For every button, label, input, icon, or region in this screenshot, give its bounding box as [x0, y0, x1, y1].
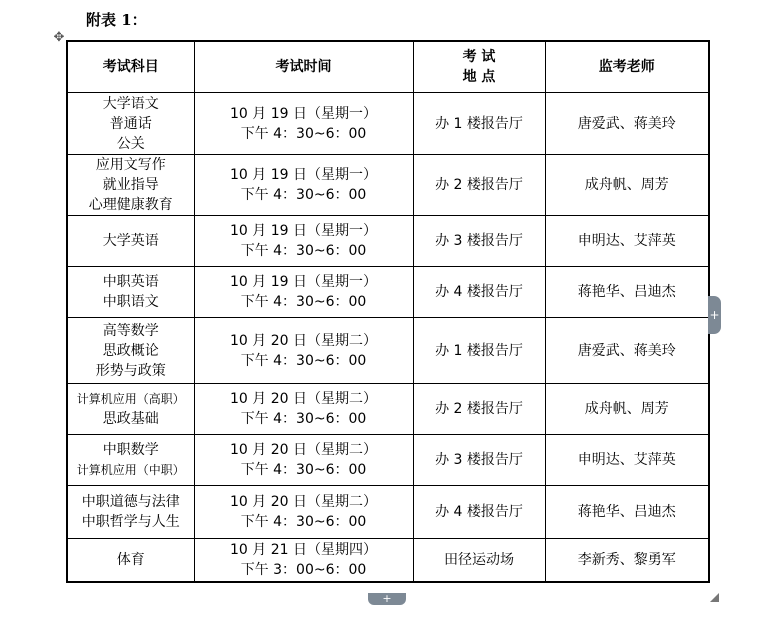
subject-name: 大学语文	[102, 95, 159, 112]
table-row	[67, 435, 709, 486]
time-cell[interactable]	[194, 384, 413, 435]
table-row	[67, 155, 709, 216]
subject-cell[interactable]	[67, 318, 194, 384]
time-cell[interactable]	[194, 435, 413, 486]
time-cell[interactable]	[194, 318, 413, 384]
exam-date: 10 月 20 日（星期二）	[230, 391, 377, 407]
table-row	[67, 93, 709, 155]
table-caption: 附表 1：	[86, 11, 147, 29]
subject-name: 形势与政策	[95, 362, 166, 379]
table-resize-icon[interactable]	[710, 593, 719, 602]
header-place-line2: 地 点	[462, 69, 496, 85]
subject-cell[interactable]	[67, 384, 194, 435]
exam-time: 下午 4：30~6：00	[240, 514, 367, 530]
exam-time: 下午 4：30~6：00	[240, 243, 367, 259]
proctor-cell[interactable]: 唐爱武、蒋美玲	[545, 318, 709, 384]
place-cell[interactable]: 办 2 楼报告厅	[413, 384, 545, 435]
proctor-cell[interactable]: 蒋艳华、吕迪杰	[545, 267, 709, 318]
subject-name: 大学英语	[102, 233, 159, 249]
header-subject: 考试科目	[67, 41, 194, 93]
table-row	[67, 384, 709, 435]
header-row	[67, 41, 709, 93]
subject-name: 中职英语	[102, 274, 159, 290]
exam-date: 10 月 21 日（星期四）	[230, 542, 377, 558]
subject-name: 计算机应用（中职）	[76, 463, 185, 477]
place-cell[interactable]: 办 2 楼报告厅	[413, 155, 545, 216]
time-cell[interactable]	[194, 93, 413, 155]
exam-date: 10 月 19 日（星期一）	[230, 167, 377, 183]
subject-cell[interactable]	[67, 435, 194, 486]
time-cell[interactable]	[194, 216, 413, 267]
exam-time: 下午 3：00~6：00	[240, 562, 367, 578]
time-cell[interactable]	[194, 486, 413, 539]
subject-cell[interactable]	[67, 486, 194, 539]
proctor-cell[interactable]: 成舟帆、周芳	[545, 155, 709, 216]
place-cell[interactable]: 田径运动场	[413, 539, 545, 583]
subject-name: 高等数学	[102, 322, 159, 339]
subject-name: 中职道德与法律	[81, 494, 180, 510]
exam-time: 下午 4：30~6：00	[240, 187, 367, 203]
subject-name: 思政概论	[102, 342, 159, 359]
add-row-plus-icon[interactable]: +	[368, 593, 406, 605]
proctor-cell[interactable]: 唐爱武、蒋美玲	[545, 93, 709, 155]
place-cell[interactable]: 办 3 楼报告厅	[413, 216, 545, 267]
time-cell[interactable]	[194, 267, 413, 318]
exam-date: 10 月 20 日（星期二）	[230, 494, 377, 510]
exam-date: 10 月 19 日（星期一）	[230, 274, 377, 290]
subject-name: 公关	[116, 135, 145, 152]
subject-name: 中职语文	[102, 294, 159, 310]
subject-name: 体育	[116, 552, 145, 568]
proctor-cell[interactable]: 成舟帆、周芳	[545, 384, 709, 435]
subject-name: 普通话	[109, 115, 152, 132]
table-row	[67, 318, 709, 384]
exam-time: 下午 4：30~6：00	[240, 294, 367, 310]
table-row	[67, 539, 709, 583]
place-cell[interactable]: 办 1 楼报告厅	[413, 93, 545, 155]
header-place	[413, 41, 545, 93]
subject-cell[interactable]	[67, 539, 194, 583]
proctor-cell[interactable]: 蒋艳华、吕迪杰	[545, 486, 709, 539]
table-row	[67, 216, 709, 267]
place-cell[interactable]: 办 1 楼报告厅	[413, 318, 545, 384]
exam-date: 10 月 20 日（星期二）	[230, 332, 377, 349]
table-row	[67, 267, 709, 318]
exam-date: 10 月 19 日（星期一）	[230, 223, 377, 239]
exam-time: 下午 4：30~6：00	[240, 352, 367, 369]
subject-cell[interactable]	[67, 267, 194, 318]
subject-name: 中职数学	[102, 442, 159, 458]
place-cell[interactable]: 办 3 楼报告厅	[413, 435, 545, 486]
header-proctor: 监考老师	[545, 41, 709, 93]
exam-date: 10 月 19 日（星期一）	[230, 105, 377, 122]
place-cell[interactable]: 办 4 楼报告厅	[413, 267, 545, 318]
exam-time: 下午 4：30~6：00	[240, 411, 367, 427]
subject-cell[interactable]	[67, 93, 194, 155]
header-time: 考试时间	[194, 41, 413, 93]
exam-time: 下午 4：30~6：00	[240, 125, 367, 142]
time-cell[interactable]	[194, 155, 413, 216]
subject-name: 思政基础	[102, 411, 159, 427]
add-column-plus-icon[interactable]: +	[708, 296, 721, 334]
subject-name: 心理健康教育	[88, 197, 173, 213]
time-cell[interactable]	[194, 539, 413, 583]
header-place-line1: 考 试	[462, 49, 496, 65]
exam-schedule-table	[66, 40, 710, 583]
proctor-cell[interactable]: 李新秀、黎勇军	[545, 539, 709, 583]
exam-date: 10 月 20 日（星期二）	[230, 442, 377, 458]
subject-cell[interactable]	[67, 155, 194, 216]
table-row	[67, 486, 709, 539]
table-move-handle-icon[interactable]: ✥	[53, 29, 65, 45]
subject-cell[interactable]	[67, 216, 194, 267]
place-cell[interactable]: 办 4 楼报告厅	[413, 486, 545, 539]
subject-name: 中职哲学与人生	[81, 514, 180, 530]
proctor-cell[interactable]: 申明达、艾萍英	[545, 216, 709, 267]
proctor-cell[interactable]: 申明达、艾萍英	[545, 435, 709, 486]
subject-name: 应用文写作	[95, 157, 166, 173]
subject-name: 就业指导	[102, 177, 159, 193]
subject-name: 计算机应用（高职）	[76, 392, 185, 406]
exam-time: 下午 4：30~6：00	[240, 462, 367, 478]
